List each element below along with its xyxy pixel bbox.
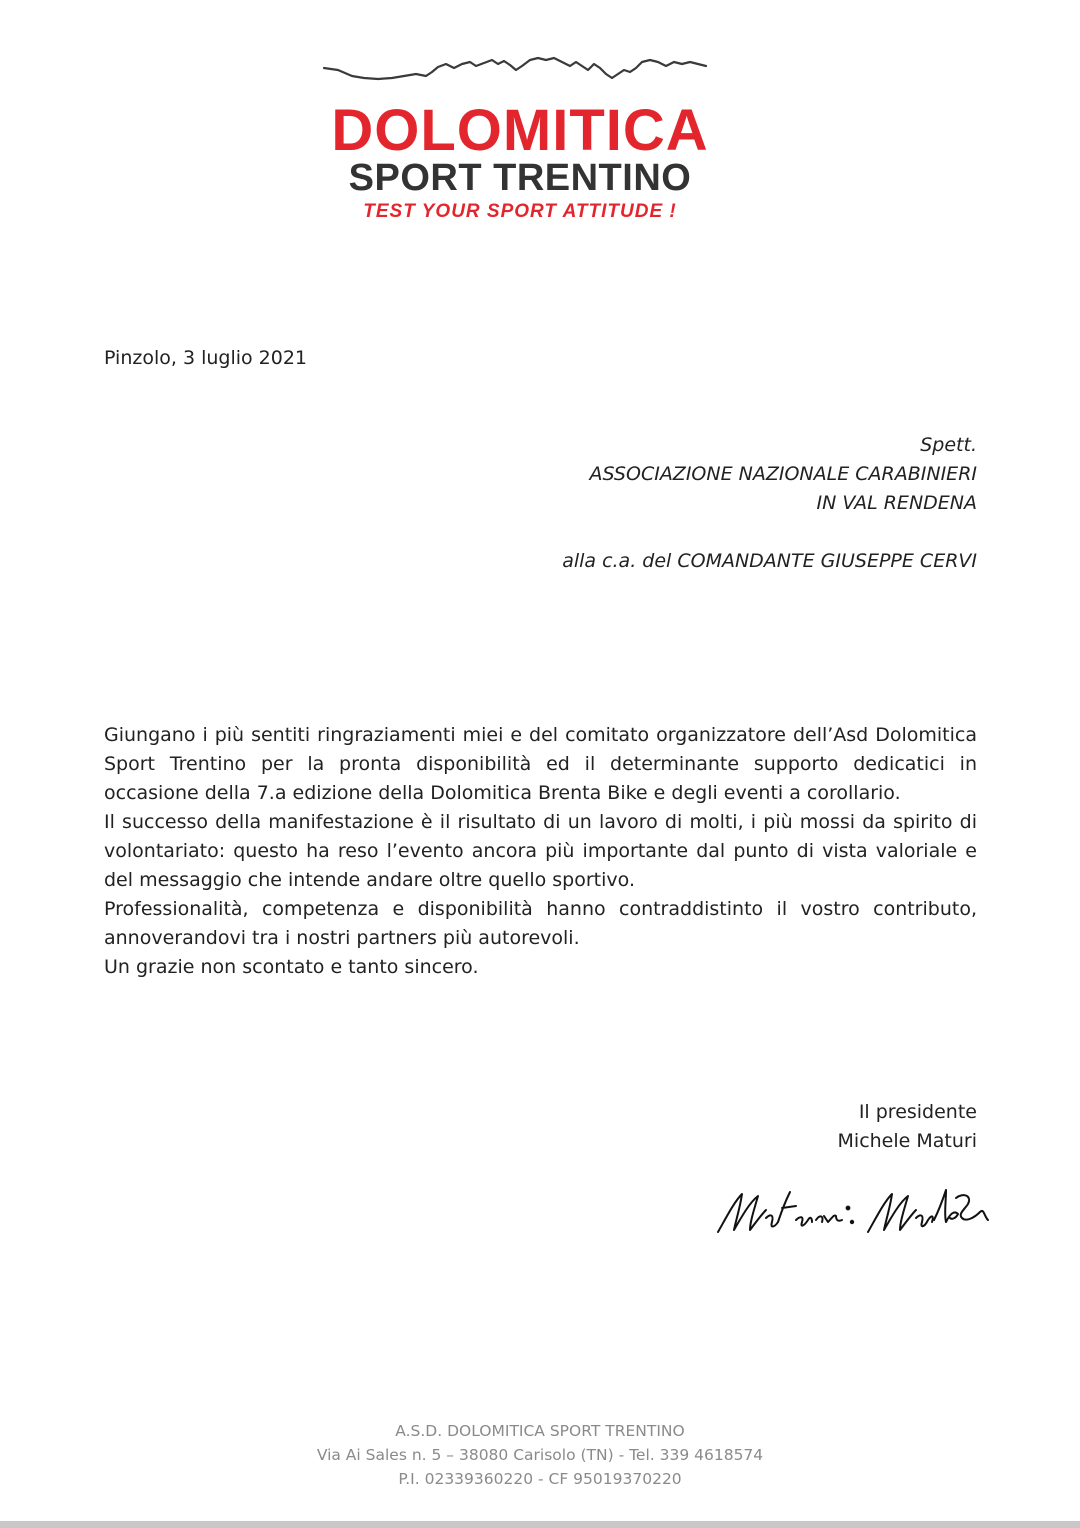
logo-tagline: TEST YOUR SPORT ATTITUDE ! (363, 201, 677, 222)
recipient-block (457, 431, 977, 518)
body-paragraph: Professionalità, competenza e disponibilità hanno contraddistinto il vostro contributo, annoverandovi tra i nostri partners più autorevoli. (104, 898, 977, 949)
recipient-location: IN VAL RENDENA (816, 492, 977, 514)
recipient-salutation: Spett. (920, 434, 977, 456)
body-paragraph: Il successo della manifestazione è il risultato di un lavoro di molti, i più mossi da spirito di volontariato: questo ha reso l’evento ancora più importante dal punto di vista valoriale e del messaggio che intende andare oltre quello sportivo. (104, 811, 977, 891)
closing-title: Il presidente (858, 1101, 977, 1123)
footer-organization: A.S.D. DOLOMITICA SPORT TRENTINO (395, 1422, 685, 1440)
footer-address: Via Ai Sales n. 5 – 38080 Carisolo (TN) - Tel. 339 4618574 (316, 1446, 764, 1464)
body-paragraph: Un grazie non scontato e tanto sincero. (104, 956, 479, 978)
closing-name: Michele Maturi (837, 1130, 977, 1152)
handwritten-signature (712, 1180, 997, 1250)
logo-wordmark: DOLOMITICA (331, 98, 709, 163)
logo-subtitle: SPORT TRENTINO (348, 157, 692, 199)
attention-line: alla c.a. del COMANDANTE GIUSEPPE CERVI (562, 550, 977, 572)
recipient-organization: ASSOCIAZIONE NAZIONALE CARABINIERI (589, 463, 977, 485)
letter-place-date: Pinzolo, 3 luglio 2021 (104, 347, 308, 369)
bottom-divider (0, 1521, 1080, 1528)
letter-body (104, 721, 977, 982)
letter-footer (240, 1419, 840, 1491)
footer-tax-ids: P.I. 02339360220 - CF 95019370220 (398, 1470, 682, 1488)
body-paragraph: Giungano i più sentiti ringraziamenti miei e del comitato organizzatore dell’Asd Dolomitica Sport Trentino per la pronta disponibilità ed il determinante supporto dedicatici in occasione della 7.a edizione della Dolomitica Brenta Bike e degli eventi a corollario. (104, 724, 977, 804)
mountain-skyline-icon (320, 52, 720, 100)
organization-logo (320, 52, 720, 232)
closing-block (577, 1098, 977, 1156)
